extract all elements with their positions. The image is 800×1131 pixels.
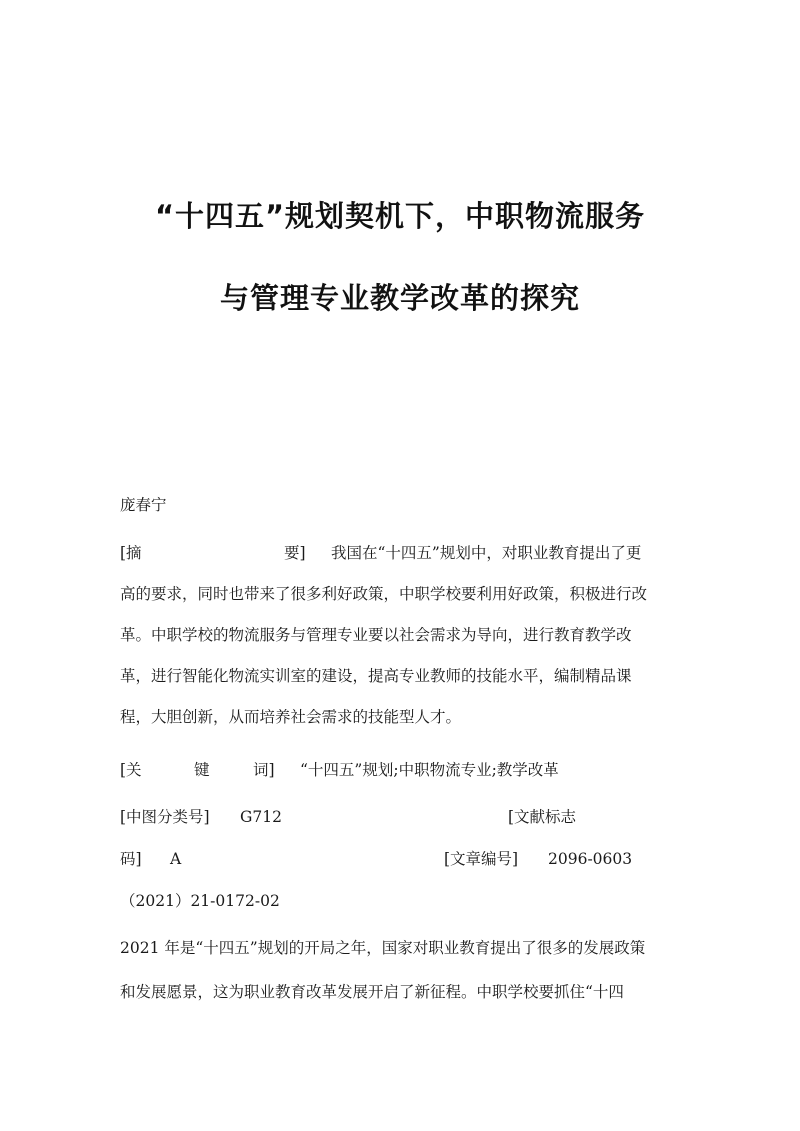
keywords-label-part-1: [关 xyxy=(120,761,142,779)
title-line-2: 与管理专业教学改革的探究 xyxy=(219,281,580,315)
abstract-line-1: 我国在“十四五”规划中，对职业教育提出了更 xyxy=(331,544,642,562)
body-line-1: 2021 年是“十四五”规划的开局之年，国家对职业教育提出了很多的发展政策 xyxy=(120,939,646,957)
doc-id-value: A xyxy=(170,850,182,868)
body-line-2: 和发展愿景，这为职业教育改革发展开启了新征程。中职学校要抓住“十四 xyxy=(120,983,624,1001)
abstract-line-4: 革，进行智能化物流实训室的建设，提高专业教师的技能水平，编制精品课 xyxy=(120,667,632,685)
author-name: 庞春宁 xyxy=(120,496,167,514)
article-no-label: [文章编号] xyxy=(444,850,519,868)
article-no-continued: （2021）21-0172-02 xyxy=(120,892,280,910)
abstract-line-5: 程，大胆创新，从而培养社会需求的技能型人才。 xyxy=(120,708,462,726)
keywords-value: “十四五”规划;中职物流专业;教学改革 xyxy=(300,761,559,779)
abstract-label-close: 要] xyxy=(284,544,306,562)
doc-id-label-part-2: 码] xyxy=(120,850,142,868)
title-line-1: “十四五”规划契机下，中职物流服务 xyxy=(154,199,646,233)
abstract-label-open: [摘 xyxy=(120,544,142,562)
doc-id-label-part-1: [文献标志 xyxy=(508,808,577,826)
abstract-line-3: 革。中职学校的物流服务与管理专业要以社会需求为导向，进行教育教学改 xyxy=(120,626,632,644)
clc-label: [中图分类号] xyxy=(120,808,210,826)
clc-value: G712 xyxy=(240,808,282,826)
article-no-value: 2096-0603 xyxy=(548,850,633,868)
keywords-label-part-3: 词] xyxy=(253,761,275,779)
keywords-label-part-2: 键 xyxy=(194,761,210,779)
abstract-line-2: 高的要求，同时也带来了很多利好政策，中职学校要利用好政策，积极进行改 xyxy=(120,585,648,603)
